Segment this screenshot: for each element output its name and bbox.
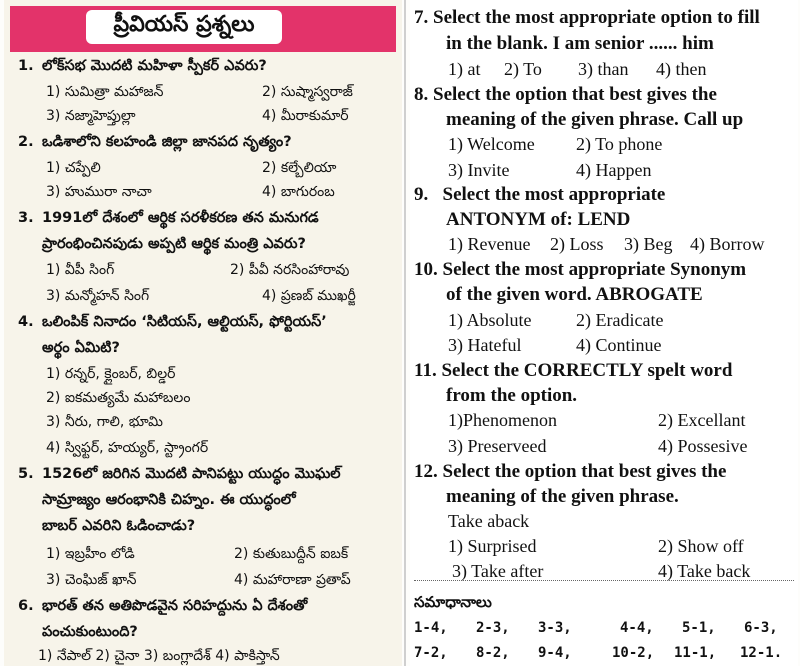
q5-option-1: 1) ఇబ్రహీం లోడి	[46, 546, 135, 562]
question-10: 10. Select the most appropriate Synonym	[414, 259, 747, 280]
q12-option-2: 2) Show off	[658, 536, 744, 556]
question-11: 11. Select the CORRECTLY spelt word	[414, 360, 733, 381]
q12-option-4: 4) Take back	[658, 561, 751, 581]
q7-option-2: 2) To	[504, 59, 542, 79]
q11-option-1: 1)Phenomenon	[448, 410, 557, 430]
q3-option-4: 4) ప్రణబ్ ముఖర్జీ	[262, 288, 356, 304]
q1-option-1: 1) సుమిత్రా మహాజన్	[46, 84, 164, 100]
question-4-line-2: అర్థం ఏమిటి?	[42, 340, 120, 356]
question-8-line-2: meaning of the given phrase. Call up	[446, 109, 744, 130]
answer-2: 2-3,	[476, 620, 510, 636]
question-12-line-2: meaning of the given phrase.	[446, 486, 679, 507]
q10-option-2: 2) Eradicate	[576, 310, 664, 330]
q11-option-3: 3) Preserveed	[448, 436, 547, 456]
question-9: 9. Select the most appropriate	[414, 184, 666, 205]
question-8: 8. Select the option that best gives the	[414, 84, 717, 105]
question-6: 6. భారత్ తన అతిపొడవైన సరిహద్దును ఏ దేశంతో	[18, 598, 308, 614]
q5-option-3: 3) చెంఘిజ్ ఖాన్	[46, 572, 137, 588]
q1-option-2: 2) సుష్మాస్వరాజ్	[262, 84, 353, 100]
q1-option-3: 3) నజ్మాహెప్తుల్లా	[46, 108, 136, 124]
q2-option-1: 1) చప్పేలి	[46, 160, 101, 176]
answer-8: 8-2,	[476, 645, 510, 661]
question-5: 5. 1526లో జరిగిన మొదటి పానిపట్టు యుద్ధం మొఘల్	[18, 466, 341, 482]
answer-6: 6-3,	[744, 620, 778, 636]
answer-1: 1-4,	[414, 620, 448, 636]
q8-option-2: 2) To phone	[576, 134, 663, 154]
question-5-line-2: సామ్రాజ్యం ఆరంభానికి చిహ్నం. ఈ యుద్ధంలో	[42, 492, 296, 508]
q2-option-3: 3) హుమురా నాచా	[46, 184, 152, 200]
q3-option-3: 3) మన్మోహన్ సింగ్	[46, 288, 150, 304]
q3-option-1: 1) వీపీ సింగ్	[46, 262, 115, 278]
q11-option-4: 4) Possesive	[658, 436, 748, 456]
question-10-line-2: of the given word. ABROGATE	[446, 284, 703, 305]
q7-option-1: 1) at	[448, 59, 481, 79]
answer-9: 9-4,	[538, 645, 572, 661]
left-column	[4, 0, 402, 666]
q7-option-4: 4) then	[656, 59, 707, 79]
q1-option-4: 4) మీరాకుమార్	[262, 108, 349, 124]
question-4: 4. ఒలింపిక్ నినాదం ‘సిటియస్, ఆల్టియస్, ఫోర్టియస్’	[18, 314, 327, 330]
q2-option-4: 4) బాగురంబ	[262, 184, 335, 200]
q12-option-1: 1) Surprised	[448, 536, 537, 556]
q10-option-1: 1) Absolute	[448, 310, 532, 330]
q4-option-3: 3) నీరు, గాలి, భూమి	[46, 414, 163, 430]
q7-option-3: 3) than	[578, 59, 629, 79]
question-9-line-2: ANTONYM of: LEND	[446, 209, 631, 230]
question-7: 7. Select the most appropriate option to fill	[414, 7, 760, 28]
q9-option-3: 3) Beg	[624, 234, 673, 254]
question-6-line-2: పంచుకుంటుంది?	[42, 624, 138, 640]
q12-option-3: 3) Take after	[452, 561, 544, 581]
q4-option-2: 2) ఐకమత్యమే మహాబలం	[46, 390, 191, 406]
answer-10: 10-2,	[612, 645, 655, 661]
question-2: 2. ఒడిశాలోని కలహండి జిల్లా జానపద నృత్యం?	[18, 134, 292, 150]
column-divider	[404, 0, 406, 666]
q9-option-1: 1) Revenue	[448, 234, 531, 254]
q2-option-2: 2) కల్బేలియా	[262, 160, 337, 176]
q10-option-3: 3) Hateful	[448, 335, 522, 355]
question-11-line-2: from the option.	[446, 385, 578, 406]
question-1: 1. లోక్‌సభ మొదటి మహిళా స్పీకర్ ఎవరు?	[18, 58, 267, 74]
q10-option-4: 4) Continue	[576, 335, 662, 355]
title-banner	[10, 6, 396, 52]
q6-options: 1) నేపాల్ 2) చైనా 3) బంగ్లాదేశ్ 4) పాకిస్తాన్	[38, 648, 280, 664]
right-column	[410, 0, 798, 666]
answer-7: 7-2,	[414, 645, 448, 661]
answer-5: 5-1,	[682, 620, 716, 636]
page-title: ప్రీవియస్ ప్రశ్నలు	[86, 10, 282, 44]
answers-title: సమాధానాలు	[414, 593, 492, 611]
question-3: 3. 1991లో దేశంలో ఆర్థిక సరళీకరణ తన మనుగడ	[18, 210, 319, 226]
question-12-phrase: Take aback	[448, 511, 530, 531]
q4-option-1: 1) రన్నర్, క్లైంబర్, బిల్డర్	[46, 366, 176, 382]
q8-option-4: 4) Happen	[576, 160, 652, 180]
question-3-line-2: ప్రారంభించినపుడు అప్పటి ఆర్థిక మంత్రి ఎవరు?	[42, 236, 306, 252]
question-5-line-3: బాబర్ ఎవరిని ఓడించాడు?	[42, 518, 196, 534]
q9-option-4: 4) Borrow	[690, 234, 765, 254]
q3-option-2: 2) పీవీ నరసింహారావు	[230, 262, 350, 278]
q5-option-2: 2) కుతుబుద్దీన్ ఐబక్	[234, 546, 349, 562]
q4-option-4: 4) స్విఫ్టర్, హయ్యర్, స్ట్రాంగర్	[46, 440, 209, 456]
question-12: 12. Select the option that best gives the	[414, 461, 727, 482]
q11-option-2: 2) Excellant	[658, 410, 746, 430]
q8-option-3: 3) Invite	[448, 160, 510, 180]
q9-option-2: 2) Loss	[550, 234, 604, 254]
q8-option-1: 1) Welcome	[448, 134, 535, 154]
answers-divider	[414, 580, 794, 581]
answer-4: 4-4,	[620, 620, 654, 636]
answer-3: 3-3,	[538, 620, 572, 636]
q5-option-4: 4) మహారాణా ప్రతాప్	[234, 572, 351, 588]
answer-12: 12-1.	[740, 645, 783, 661]
answer-11: 11-1,	[674, 645, 717, 661]
question-7-line-2: in the blank. I am senior ...... him	[446, 33, 714, 54]
